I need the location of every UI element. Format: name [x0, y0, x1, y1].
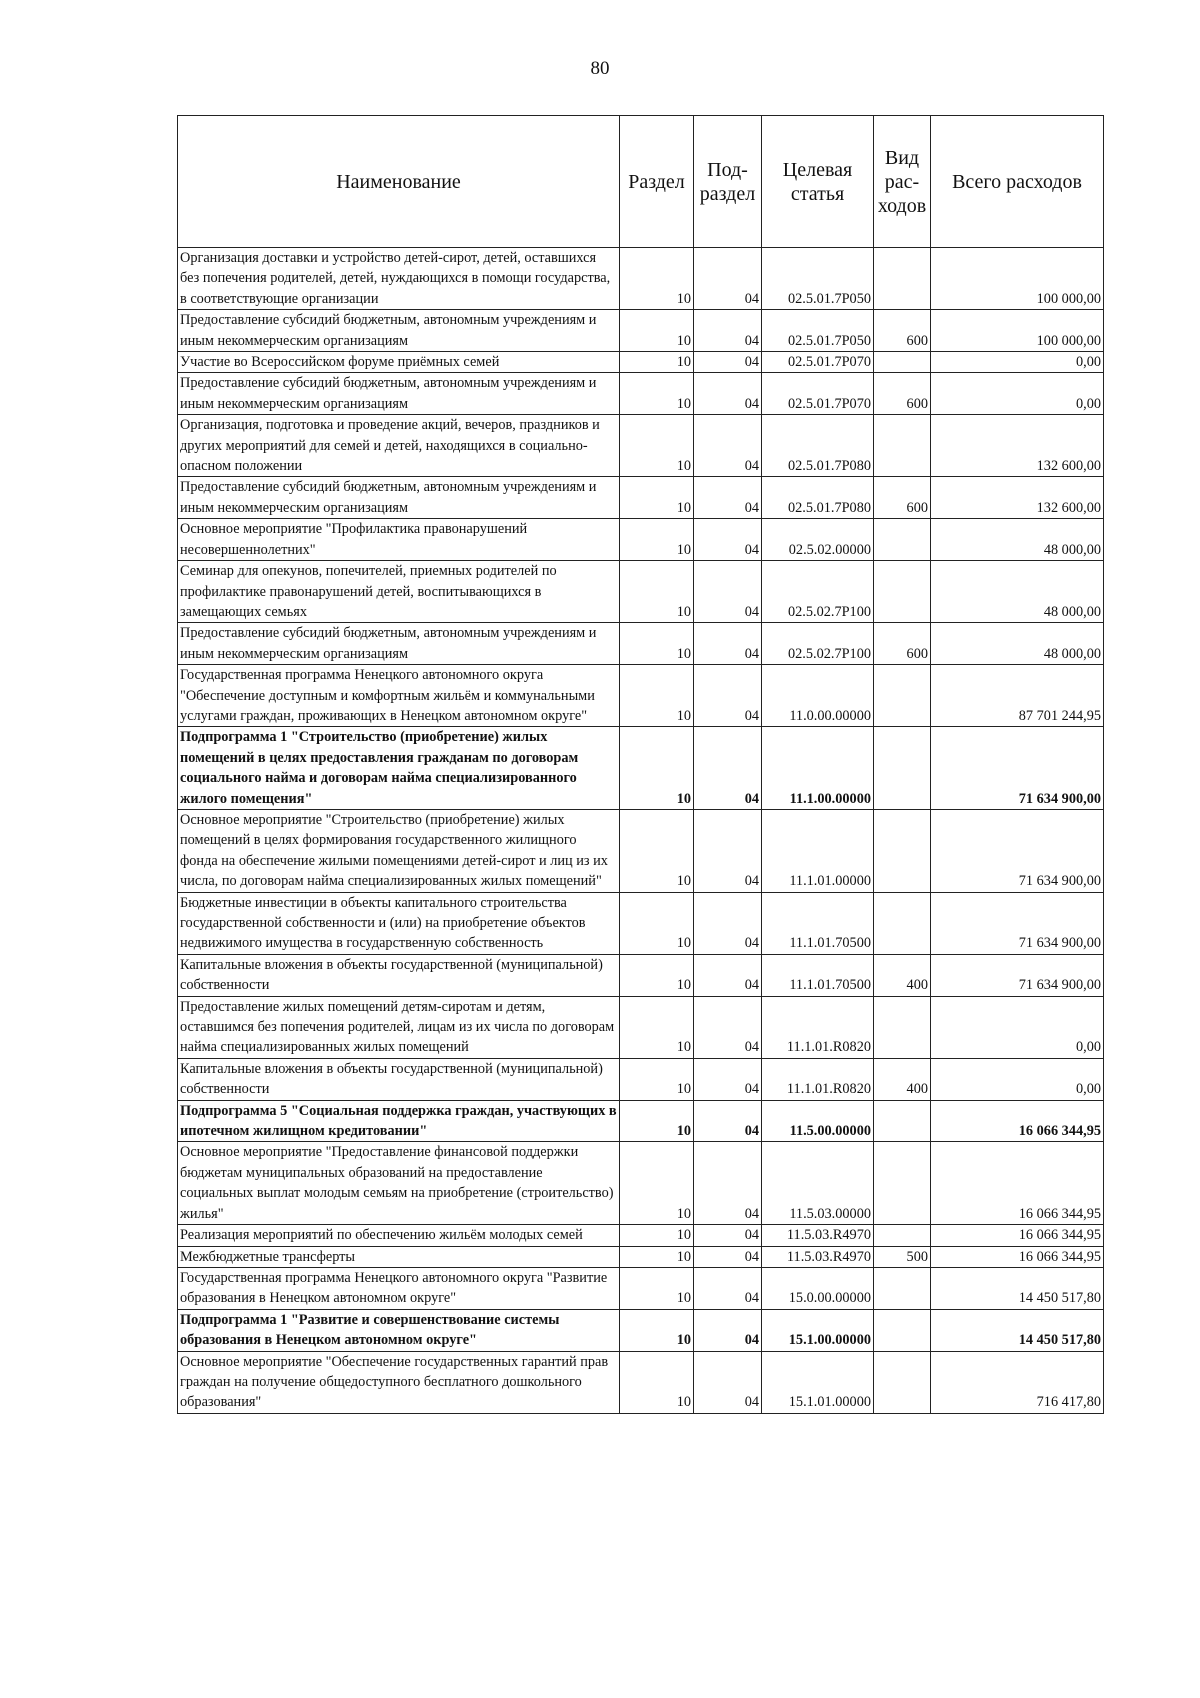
cell-name: Организация доставки и устройство детей-сирот, детей, оставшихся без попечения родителей, детей, нуждающихся в помощи государства, в соответствующие организации: [178, 248, 620, 310]
table-row: [178, 1267, 1104, 1309]
cell-type: [874, 561, 931, 623]
cell-subsection: 04: [694, 1142, 762, 1225]
cell-section: 10: [620, 1058, 694, 1100]
cell-total: 0,00: [931, 352, 1104, 373]
table-row: [178, 623, 1104, 665]
cell-type: [874, 727, 931, 810]
cell-total: 100 000,00: [931, 248, 1104, 310]
cell-type: 400: [874, 1058, 931, 1100]
cell-type: [874, 1142, 931, 1225]
cell-name: Предоставление жилых помещений детям-сиротам и детям, оставшимся без попечения родителей, лицам из их числа по договорам найма специализированных жилых помещений: [178, 996, 620, 1058]
cell-section: 10: [620, 352, 694, 373]
cell-section: 10: [620, 892, 694, 954]
cell-total: 16 066 344,95: [931, 1225, 1104, 1246]
cell-subsection: 04: [694, 1267, 762, 1309]
cell-target: 02.5.02.7Р100: [762, 561, 874, 623]
cell-section: 10: [620, 519, 694, 561]
table-row: [178, 415, 1104, 477]
cell-target: 02.5.01.7Р070: [762, 373, 874, 415]
cell-type: 600: [874, 310, 931, 352]
cell-name: Государственная программа Ненецкого автономного округа "Обеспечение доступным и комфортным жильём и коммунальными услугами граждан, проживающих в Ненецком автономном округе": [178, 665, 620, 727]
cell-section: 10: [620, 1351, 694, 1413]
cell-type: [874, 1267, 931, 1309]
page-number: 80: [590, 58, 610, 79]
column-header-subsection: Под- раздел: [694, 116, 762, 248]
cell-target: 15.1.01.00000: [762, 1351, 874, 1413]
cell-section: 10: [620, 996, 694, 1058]
table-row: [178, 892, 1104, 954]
cell-subsection: 04: [694, 519, 762, 561]
cell-total: 71 634 900,00: [931, 727, 1104, 810]
cell-subsection: 04: [694, 561, 762, 623]
cell-name: Подпрограмма 1 "Развитие и совершенствование системы образования в Ненецком автономном округе": [178, 1309, 620, 1351]
cell-target: 11.1.01.R0820: [762, 1058, 874, 1100]
cell-total: 132 600,00: [931, 477, 1104, 519]
cell-target: 02.5.01.7Р080: [762, 415, 874, 477]
cell-total: 48 000,00: [931, 623, 1104, 665]
column-header-section: Раздел: [620, 116, 694, 248]
cell-subsection: 04: [694, 248, 762, 310]
cell-subsection: 04: [694, 1309, 762, 1351]
table-row: [178, 1309, 1104, 1351]
cell-subsection: 04: [694, 415, 762, 477]
cell-section: 10: [620, 477, 694, 519]
cell-type: [874, 809, 931, 892]
cell-section: 10: [620, 1100, 694, 1142]
cell-section: 10: [620, 954, 694, 996]
cell-name: Капитальные вложения в объекты государственной (муниципальной) собственности: [178, 954, 620, 996]
column-header-name: Наименование: [178, 116, 620, 248]
cell-type: 500: [874, 1246, 931, 1267]
cell-type: [874, 1351, 931, 1413]
cell-target: 15.1.00.00000: [762, 1309, 874, 1351]
cell-type: [874, 996, 931, 1058]
cell-target: 11.1.01.00000: [762, 809, 874, 892]
cell-total: 71 634 900,00: [931, 954, 1104, 996]
column-header-type: Вид рас- ходов: [874, 116, 931, 248]
cell-type: 600: [874, 623, 931, 665]
cell-subsection: 04: [694, 727, 762, 810]
column-header-total: Всего расходов: [931, 116, 1104, 248]
cell-target: 02.5.02.00000: [762, 519, 874, 561]
cell-name: Предоставление субсидий бюджетным, автономным учреждениям и иным некоммерческим организациям: [178, 623, 620, 665]
cell-type: 600: [874, 373, 931, 415]
cell-total: 716 417,80: [931, 1351, 1104, 1413]
cell-name: Семинар для опекунов, попечителей, приемных родителей по профилактике правонарушений детей, воспитывающихся в замещающих семьях: [178, 561, 620, 623]
table-row: [178, 248, 1104, 310]
cell-total: 0,00: [931, 996, 1104, 1058]
cell-total: 14 450 517,80: [931, 1309, 1104, 1351]
cell-subsection: 04: [694, 665, 762, 727]
table-row: [178, 561, 1104, 623]
table-row: [178, 1142, 1104, 1225]
cell-target: 11.5.03.R4970: [762, 1246, 874, 1267]
cell-target: 11.1.01.70500: [762, 954, 874, 996]
cell-subsection: 04: [694, 954, 762, 996]
table-body: [178, 248, 1104, 1414]
cell-total: 16 066 344,95: [931, 1246, 1104, 1267]
cell-name: Государственная программа Ненецкого автономного округа "Развитие образования в Ненецком автономном округе": [178, 1267, 620, 1309]
cell-target: 11.1.00.00000: [762, 727, 874, 810]
cell-name: Подпрограмма 1 "Строительство (приобретение) жилых помещений в целях предоставления гражданам по договорам социального найма и договорам найма специализированного жилого помещения": [178, 727, 620, 810]
cell-type: [874, 1309, 931, 1351]
cell-name: Предоставление субсидий бюджетным, автономным учреждениям и иным некоммерческим организациям: [178, 310, 620, 352]
cell-subsection: 04: [694, 352, 762, 373]
cell-name: Предоставление субсидий бюджетным, автономным учреждениям и иным некоммерческим организациям: [178, 477, 620, 519]
table-row: [178, 1225, 1104, 1246]
cell-subsection: 04: [694, 892, 762, 954]
cell-subsection: 04: [694, 1351, 762, 1413]
cell-total: 48 000,00: [931, 519, 1104, 561]
cell-subsection: 04: [694, 1058, 762, 1100]
cell-section: 10: [620, 248, 694, 310]
cell-total: 132 600,00: [931, 415, 1104, 477]
cell-section: 10: [620, 415, 694, 477]
cell-total: 100 000,00: [931, 310, 1104, 352]
cell-total: 71 634 900,00: [931, 892, 1104, 954]
table-row: [178, 373, 1104, 415]
cell-name: Предоставление субсидий бюджетным, автономным учреждениям и иным некоммерческим организациям: [178, 373, 620, 415]
table-row: [178, 665, 1104, 727]
cell-total: 16 066 344,95: [931, 1142, 1104, 1225]
cell-total: 48 000,00: [931, 561, 1104, 623]
cell-type: [874, 415, 931, 477]
cell-subsection: 04: [694, 373, 762, 415]
cell-name: Основное мероприятие "Строительство (приобретение) жилых помещений в целях формирования государственного жилищного фонда на обеспечение жилыми помещениями детей-сирот и лиц из их числа, по договорам найма специализированных жилых помещений": [178, 809, 620, 892]
cell-target: 02.5.01.7Р070: [762, 352, 874, 373]
table-header-row: [178, 116, 1104, 248]
cell-section: 10: [620, 1267, 694, 1309]
cell-name: Основное мероприятие "Обеспечение государственных гарантий прав граждан на получение общедоступного бесплатного дошкольного образования": [178, 1351, 620, 1413]
table-row: [178, 1100, 1104, 1142]
cell-section: 10: [620, 1309, 694, 1351]
cell-type: 400: [874, 954, 931, 996]
cell-name: Организация, подготовка и проведение акций, вечеров, праздников и других мероприятий для семей и детей, находящихся в социально-опасном положении: [178, 415, 620, 477]
budget-table: [177, 115, 1104, 1414]
cell-type: [874, 892, 931, 954]
cell-subsection: 04: [694, 1225, 762, 1246]
cell-total: 0,00: [931, 1058, 1104, 1100]
cell-target: 02.5.01.7Р050: [762, 248, 874, 310]
table-row: [178, 352, 1104, 373]
cell-section: 10: [620, 623, 694, 665]
table-row: [178, 996, 1104, 1058]
cell-name: Бюджетные инвестиции в объекты капитального строительства государственной собственности и (или) на приобретение объектов недвижимого имущества в государственную собственность: [178, 892, 620, 954]
cell-subsection: 04: [694, 477, 762, 519]
cell-name: Основное мероприятие "Профилактика правонарушений несовершеннолетних": [178, 519, 620, 561]
cell-type: [874, 665, 931, 727]
cell-type: [874, 1225, 931, 1246]
cell-target: 02.5.01.7Р080: [762, 477, 874, 519]
cell-subsection: 04: [694, 1246, 762, 1267]
cell-name: Основное мероприятие "Предоставление финансовой поддержки бюджетам муниципальных образований на предоставление социальных выплат молодым семьям на приобретение (строительство) жилья": [178, 1142, 620, 1225]
cell-subsection: 04: [694, 623, 762, 665]
table-row: [178, 954, 1104, 996]
cell-section: 10: [620, 665, 694, 727]
cell-target: 02.5.02.7Р100: [762, 623, 874, 665]
cell-type: [874, 352, 931, 373]
cell-name: Капитальные вложения в объекты государственной (муниципальной) собственности: [178, 1058, 620, 1100]
cell-section: 10: [620, 1246, 694, 1267]
table-row: [178, 1058, 1104, 1100]
cell-name: Реализация мероприятий по обеспечению жильём молодых семей: [178, 1225, 620, 1246]
cell-subsection: 04: [694, 996, 762, 1058]
cell-name: Подпрограмма 5 "Социальная поддержка граждан, участвующих в ипотечном жилищном кредитовании": [178, 1100, 620, 1142]
cell-target: 11.5.03.R4970: [762, 1225, 874, 1246]
cell-subsection: 04: [694, 809, 762, 892]
table-row: [178, 1246, 1104, 1267]
table-row: [178, 519, 1104, 561]
cell-total: 71 634 900,00: [931, 809, 1104, 892]
cell-type: [874, 1100, 931, 1142]
cell-total: 14 450 517,80: [931, 1267, 1104, 1309]
cell-section: 10: [620, 373, 694, 415]
cell-total: 0,00: [931, 373, 1104, 415]
cell-target: 02.5.01.7Р050: [762, 310, 874, 352]
cell-target: 11.1.01.70500: [762, 892, 874, 954]
cell-target: 11.5.00.00000: [762, 1100, 874, 1142]
table-row: [178, 809, 1104, 892]
cell-section: 10: [620, 1225, 694, 1246]
cell-subsection: 04: [694, 1100, 762, 1142]
cell-target: 11.5.03.00000: [762, 1142, 874, 1225]
cell-subsection: 04: [694, 310, 762, 352]
cell-type: [874, 519, 931, 561]
cell-type: 600: [874, 477, 931, 519]
cell-section: 10: [620, 809, 694, 892]
cell-section: 10: [620, 310, 694, 352]
cell-section: 10: [620, 727, 694, 810]
cell-total: 16 066 344,95: [931, 1100, 1104, 1142]
cell-total: 87 701 244,95: [931, 665, 1104, 727]
cell-target: 11.1.01.R0820: [762, 996, 874, 1058]
cell-type: [874, 248, 931, 310]
table-row: [178, 310, 1104, 352]
table-row: [178, 1351, 1104, 1413]
table-row: [178, 477, 1104, 519]
column-header-target: Целевая статья: [762, 116, 874, 248]
cell-section: 10: [620, 1142, 694, 1225]
cell-section: 10: [620, 561, 694, 623]
cell-name: Межбюджетные трансферты: [178, 1246, 620, 1267]
table-row: [178, 727, 1104, 810]
cell-target: 11.0.00.00000: [762, 665, 874, 727]
cell-target: 15.0.00.00000: [762, 1267, 874, 1309]
cell-name: Участие во Всероссийском форуме приёмных семей: [178, 352, 620, 373]
